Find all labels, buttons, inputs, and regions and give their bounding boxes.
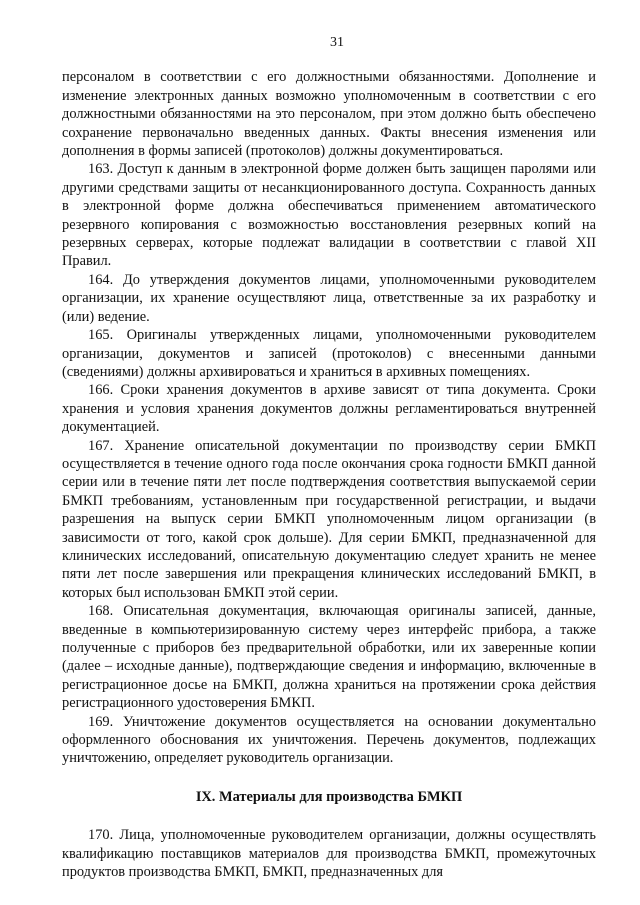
paragraph-continuation: персоналом в соответствии с его должностными обязанностями. Дополнение и изменение электронных данных возможно уполномоченным в соответствии с его должностными обязанностями на это персоналом, при этом должно быть обеспечено сохранение первоначально введенных данных. Факты внесения изменения или дополнения в формы записей (протоколов) должны документироваться. [62, 69, 596, 160]
paragraph-166: 166. Сроки хранения документов в архиве зависят от типа документа. Сроки хранения и условия хранения документов должны регламентироваться внутренней документацией. [62, 382, 596, 436]
paragraph-169: 169. Уничтожение документов осуществляется на основании документально оформленного обоснования их уничтожения. Перечень документов, подлежащих уничтожению, определяет руководитель организации. [62, 713, 596, 767]
section-heading: IX. Материалы для производства БМКП [195, 788, 463, 805]
paragraph-170: 170. Лица, уполномоченные руководителем организации, должны осуществлять квалификацию поставщиков материалов для производства БМКП, промежуточных продуктов производства БМКП, БМКП, предназначенных для [62, 827, 596, 881]
page-number: 31 [330, 35, 344, 50]
paragraph-164: 164. До утверждения документов лицами, уполномоченными руководителем организации, их хранение осуществляют лица, ответственные за их разработку и (или) ведение. [62, 271, 596, 325]
paragraph-167: 167. Хранение описательной документации по производству серии БМКП осуществляется в течение одного года после окончания срока годности БМКП данной серии или в течение пяти лет после подтверждения соответствия выпускаемой серии БМКП требованиям, установленным при государственной регистрации, и выдачи разрешения на выпуск серии БМКП уполномоченным лицом организации (в зависимости от того, какой срок дольше). Для серии БМКП, предназначенной для клинических исследований, описательную документацию следует хранить не менее пяти лет после завершения или прекращения клинических исследований БМКП, в которых был использован БМКП этой серии. [62, 437, 596, 601]
document-page [62, 34, 596, 881]
paragraph-163: 163. Доступ к данным в электронной форме должен быть защищен паролями или другими средствами защиты от несанкционированного доступа. Сохранность данных в электронной форме должна обеспечиваться применением автоматического резервного копирования с возможностью восстановления резервных копий на резервных серверах, которые подлежат валидации в соответствии с главой XII Правил. [62, 161, 596, 270]
paragraph-168: 168. Описательная документация, включающая оригиналы записей, данные, введенные в компьютеризированную систему через интерфейс прибора, а также полученные с приборов без предварительной обработки, или их заверенные копии (далее – исходные данные), подтверждающие сведения и информацию, включенные в регистрационное досье на БМКП, должна храниться на протяжении срока действия регистрационного удостоверения БМКП. [62, 603, 596, 712]
paragraph-165: 165. Оригиналы утвержденных лицами, уполномоченными руководителем организации, документов и записей (протоколов) с внесенными данными (сведениями) должны архивироваться и храниться в архивных помещениях. [62, 327, 596, 380]
